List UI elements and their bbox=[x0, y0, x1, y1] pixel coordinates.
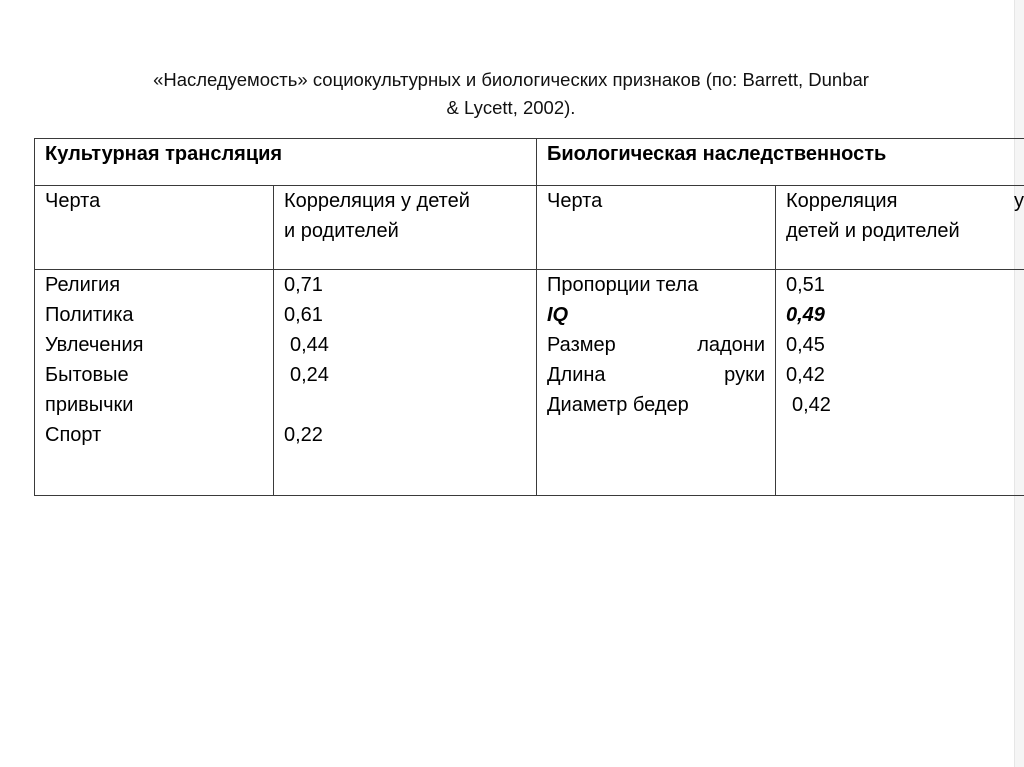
value-hobbies: 0,44 bbox=[290, 334, 329, 356]
col-header-bio-correlation: Корреляция у детей и родителей bbox=[776, 186, 1024, 270]
value-palm-size: 0,45 bbox=[786, 334, 825, 356]
trait-sport: Спорт bbox=[45, 424, 102, 446]
trait-hobbies: Увлечения bbox=[45, 334, 144, 356]
value-body-proportions: 0,51 bbox=[786, 274, 825, 296]
group-header-row bbox=[35, 139, 1024, 186]
title-line-1: «Наследуемость» социокультурных и биологических признаков (по: Barrett, Dunbar bbox=[153, 69, 869, 90]
trait-body-proportions: Пропорции тела bbox=[547, 274, 699, 296]
cultural-traits-cell bbox=[35, 270, 274, 496]
value-household: 0,24 bbox=[290, 364, 329, 386]
trait-household-1: Бытовые bbox=[45, 364, 129, 386]
trait-politics: Политика bbox=[45, 304, 134, 326]
column-header-row bbox=[35, 186, 1024, 270]
value-hip-diameter: 0,42 bbox=[792, 394, 831, 416]
data-row bbox=[35, 270, 1024, 496]
value-arm-length: 0,42 bbox=[786, 364, 825, 386]
value-politics: 0,61 bbox=[284, 304, 323, 326]
value-iq: 0,49 bbox=[786, 304, 825, 326]
cultural-values-cell bbox=[274, 270, 537, 496]
col-header-bio-trait: Черта bbox=[537, 186, 776, 270]
bio-traits-cell bbox=[537, 270, 776, 496]
bio-values-cell bbox=[776, 270, 1024, 496]
trait-household-2: привычки bbox=[45, 394, 134, 416]
value-religion: 0,71 bbox=[284, 274, 323, 296]
trait-iq: IQ bbox=[547, 304, 569, 326]
value-sport: 0,22 bbox=[284, 424, 323, 446]
col-header-cultural-trait: Черта bbox=[35, 186, 274, 270]
group-header-biological: Биологическая наследственность bbox=[537, 139, 1024, 186]
trait-hip-diameter: Диаметр бедер bbox=[547, 394, 689, 416]
title-line-2: & Lycett, 2002). bbox=[446, 97, 576, 118]
trait-religion: Религия bbox=[45, 274, 121, 296]
page-title bbox=[60, 66, 962, 122]
col-header-cultural-correlation: Корреляция у детей и родителей bbox=[274, 186, 537, 270]
heritability-table bbox=[34, 138, 1024, 496]
trait-palm-size: Размер ладони bbox=[547, 334, 765, 356]
trait-arm-length: Длина руки bbox=[547, 364, 765, 386]
group-header-cultural: Культурная трансляция bbox=[35, 139, 537, 186]
